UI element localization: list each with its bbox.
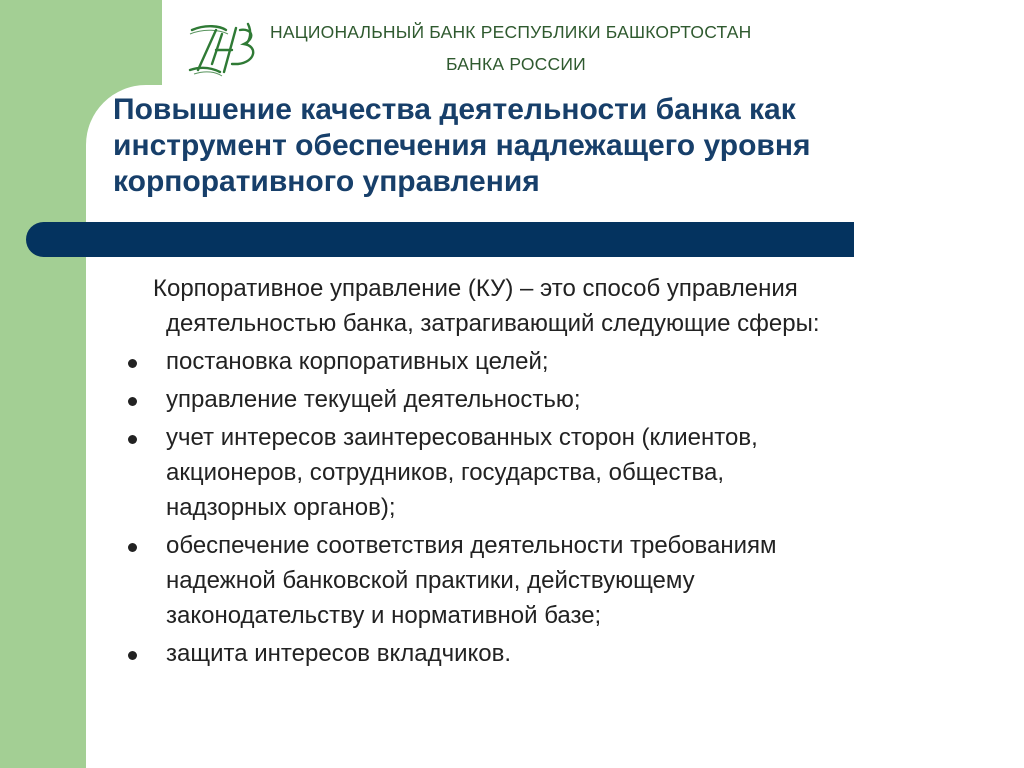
bullet-dot-icon	[128, 651, 137, 660]
slide-title	[113, 92, 933, 200]
bullet-item	[128, 344, 958, 379]
intro-line: деятельностью банка, затрагивающий следующие сферы:	[166, 310, 820, 337]
bullet-dot-icon	[128, 397, 137, 406]
title-line: Повышение качества деятельности банка как	[113, 93, 796, 126]
bullet-dot-icon	[128, 435, 137, 444]
bullet-item	[128, 420, 958, 525]
bullet-dot-icon	[128, 543, 137, 552]
title-line: инструмент обеспечения надлежащего уровня	[113, 129, 811, 162]
bullet-item	[128, 636, 958, 671]
slide-body	[128, 271, 958, 671]
bullet-text: надежной банковской практики, действующему	[166, 567, 695, 594]
bank-monogram-icon	[186, 20, 262, 82]
intro-paragraph	[128, 271, 958, 341]
bullet-text: акционеров, сотрудников, государства, общества,	[166, 459, 724, 486]
intro-line: Корпоративное управление (КУ) – это способ управления	[153, 275, 798, 302]
title-underline-bar	[26, 222, 854, 257]
bullet-text: надзорных органов);	[166, 494, 396, 521]
bullet-text: постановка корпоративных целей;	[166, 348, 549, 375]
bullet-dot-icon	[128, 359, 137, 368]
bullet-text: законодательству и нормативной базе;	[166, 602, 602, 629]
bullet-text: учет интересов заинтересованных сторон (клиентов,	[166, 424, 758, 451]
bullet-item	[128, 528, 958, 633]
bullet-item	[128, 382, 958, 417]
bullet-text: управление текущей деятельностью;	[166, 386, 581, 413]
bullet-text: обеспечение соответствия деятельности требованиям	[166, 532, 777, 559]
bank-name-line-1: НАЦИОНАЛЬНЫЙ БАНК РЕСПУБЛИКИ БАШКОРТОСТАН	[270, 22, 752, 42]
bank-name-line-2: БАНКА РОССИИ	[446, 54, 586, 74]
title-line: корпоративного управления	[113, 165, 540, 198]
bank-logo	[186, 20, 262, 82]
bullet-list	[128, 344, 958, 671]
bullet-text: защита интересов вкладчиков.	[166, 640, 512, 667]
